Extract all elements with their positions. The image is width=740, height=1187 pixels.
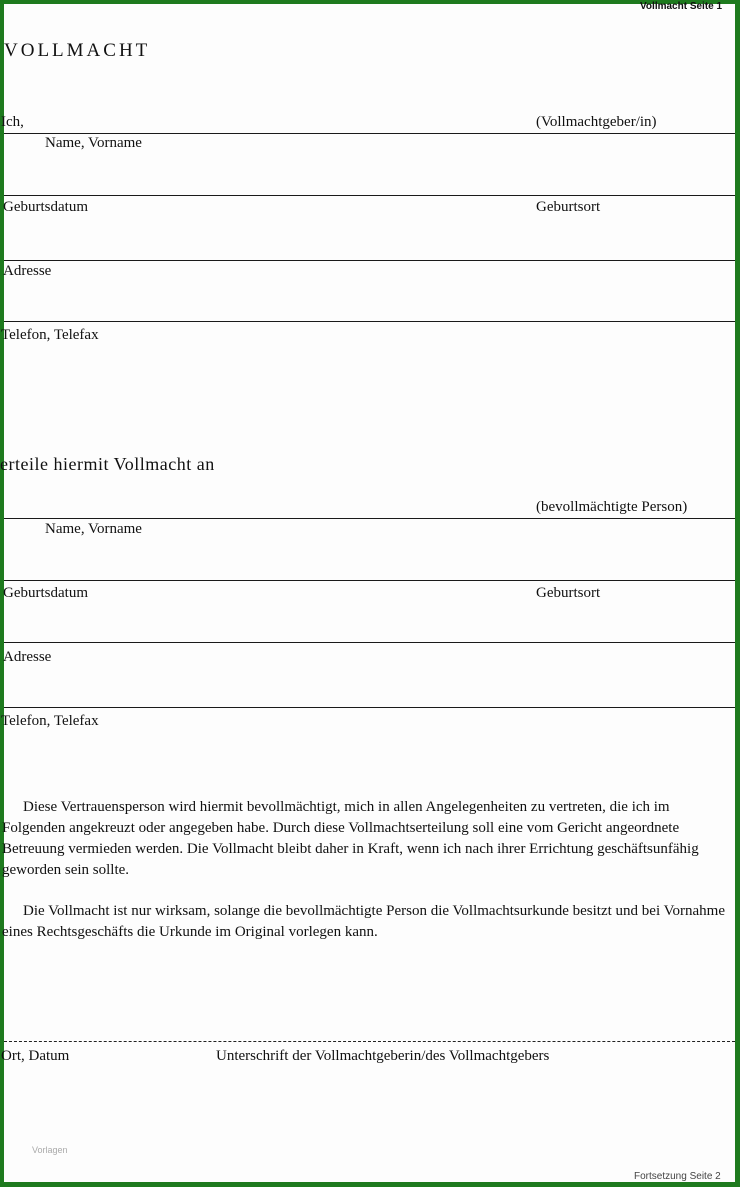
grant-heading: erteile hiermit Vollmacht an [0,454,215,474]
attorney-birth-line [4,580,735,581]
validity-paragraph: Die Vollmacht ist nur wirksam, solange die bevollmächtigte Person die Vollmachtsurkunde besitzt und bei Vornahme eines Rechtsgeschäfts die Urkunde im Original vorlegen kann. [2,903,725,940]
attorney-phone-label: Telefon, Telefax [1,713,99,729]
place-date-label: Ort, Datum [1,1048,70,1064]
attorney-name-label: Name, Vorname [45,521,142,537]
attorney-name-line [4,518,735,519]
signature-label: Unterschrift der Vollmachtgeberin/des Vollmachtgebers [216,1048,550,1064]
watermark: Vorlagen [32,1145,68,1155]
document-page [0,1,735,1182]
attorney-birthplace-label: Geburtsort [536,585,601,601]
grantor-role-label: (Vollmachtgeber/in) [536,114,657,130]
grantor-address-label: Adresse [3,263,52,279]
signature-line [4,1041,735,1042]
ich-label: Ich, [1,114,24,130]
page-header-label: Vollmacht Seite 1 [640,1,723,12]
grantor-phone-line [4,321,735,322]
attorney-phone-line [4,707,735,708]
grantor-phone-label: Telefon, Telefax [1,327,99,343]
attorney-address-line [4,642,735,643]
grantor-name-line [4,133,735,134]
attorney-birthdate-label: Geburtsdatum [3,585,88,601]
grantor-birthdate-label: Geburtsdatum [3,199,88,215]
grantor-name-label: Name, Vorname [45,135,142,151]
attorney-role-label: (bevollmächtigte Person) [536,499,688,515]
grantor-birthplace-label: Geburtsort [536,199,601,215]
grantor-birth-line [4,195,735,196]
document-title: VOLLMACHT [4,40,151,61]
grantor-address-line [4,260,735,261]
attorney-address-label: Adresse [3,649,52,665]
authorization-paragraph: Diese Vertrauensperson wird hiermit bevollmächtigt, mich in allen Angelegenheiten zu vertreten, die ich im Folgenden angekreuzt oder angegeben habe. Durch diese Vollmachtserteilung soll eine vom Gericht angeordnete Betreuung vermieden werden. Die Vollmacht bleibt daher in Kraft, wenn ich nach ihrer Errichtung geschäftsunfähig geworden sein sollte. [2,799,699,878]
continuation-footer: Fortsetzung Seite 2 [634,1171,721,1182]
